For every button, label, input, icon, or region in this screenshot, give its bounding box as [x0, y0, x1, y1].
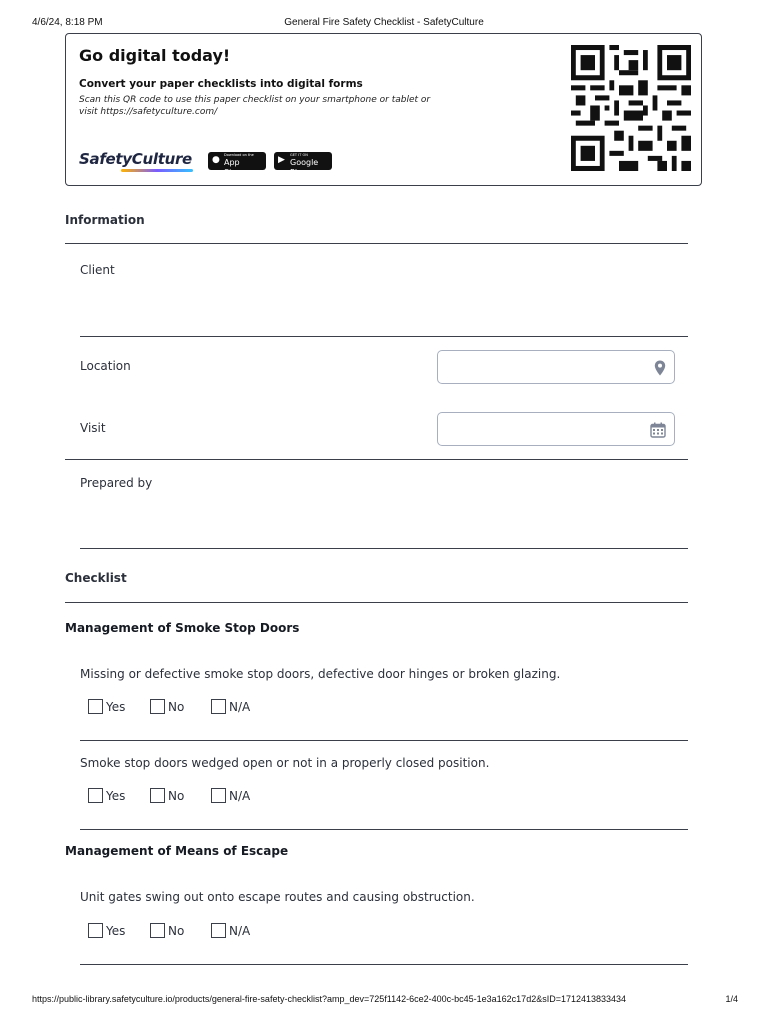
question-divider — [80, 829, 688, 830]
location-input[interactable] — [437, 350, 675, 384]
option-label: N/A — [229, 700, 251, 714]
print-document-title: General Fire Safety Checklist - SafetyCulture — [284, 17, 484, 28]
group-title-means-of-escape: Management of Means of Escape — [65, 844, 289, 858]
option-label: No — [168, 924, 185, 938]
option-label: N/A — [229, 789, 251, 803]
visit-divider — [65, 459, 688, 460]
google-play-big-text: Google Play — [290, 158, 319, 177]
print-footer — [0, 994, 768, 1008]
information-divider — [65, 243, 688, 244]
option-na[interactable] — [211, 788, 250, 803]
option-label: Yes — [106, 789, 126, 803]
option-yes[interactable] — [88, 923, 125, 938]
question-divider — [80, 964, 688, 965]
checkbox[interactable] — [88, 788, 103, 803]
information-heading: Information — [65, 213, 145, 227]
option-label: Yes — [106, 700, 126, 714]
option-label: No — [168, 789, 185, 803]
app-store-big-text: App Store — [224, 158, 246, 177]
logo-underline — [121, 169, 193, 172]
safetyculture-logo: SafetyCulture — [79, 150, 192, 168]
option-na[interactable] — [211, 923, 250, 938]
google-play-badge[interactable] — [274, 152, 332, 177]
print-header — [0, 17, 768, 31]
apple-icon: ● — [212, 155, 220, 165]
group-title-smoke-stop-doors: Management of Smoke Stop Doors — [65, 621, 300, 635]
question-missing-defective-doors: Missing or defective smoke stop doors, defective door hinges or broken glazing. — [80, 667, 561, 681]
prepared-by-label: Prepared by — [80, 476, 153, 490]
client-answer-line[interactable] — [80, 336, 688, 337]
checkbox[interactable] — [88, 923, 103, 938]
option-yes[interactable] — [88, 788, 125, 803]
checkbox[interactable] — [211, 699, 226, 714]
client-label: Client — [80, 263, 115, 277]
calendar-icon — [650, 422, 666, 438]
google-play-small-text: GET IT ON — [290, 153, 308, 157]
banner-description-line-2: visit https://safetyculture.com/ — [79, 107, 218, 117]
banner-subhead: Convert your paper checklists into digital forms — [79, 78, 363, 90]
checkbox[interactable] — [88, 699, 103, 714]
option-label: Yes — [106, 924, 126, 938]
app-store-badge[interactable] — [208, 152, 266, 177]
option-na[interactable] — [211, 699, 250, 714]
question-doors-wedged-open: Smoke stop doors wedged open or not in a properly closed position. — [80, 756, 490, 770]
google-play-icon: ▶ — [278, 155, 285, 165]
prepared-by-answer-line[interactable] — [80, 548, 688, 549]
app-store-small-text: Download on the — [224, 153, 254, 157]
option-label: N/A — [229, 924, 251, 938]
print-date: 4/6/24, 8:18 PM — [32, 17, 103, 28]
map-pin-icon — [654, 360, 666, 376]
checkbox[interactable] — [150, 699, 165, 714]
visit-date-input[interactable] — [437, 412, 675, 446]
print-url: https://public-library.safetyculture.io/products/general-fire-safety-checklist?amp_dev=725f1142-6ce2-400c-bc45-1e3a162c17d2&sID=1712413833434 — [32, 994, 627, 1004]
option-no[interactable] — [150, 699, 184, 714]
checkbox[interactable] — [150, 923, 165, 938]
banner-description — [79, 94, 439, 118]
checklist-heading: Checklist — [65, 571, 127, 585]
visit-label: Visit — [80, 421, 106, 435]
checkbox[interactable] — [150, 788, 165, 803]
option-yes[interactable] — [88, 699, 125, 714]
checkbox[interactable] — [211, 923, 226, 938]
location-label: Location — [80, 359, 131, 373]
page-number: 1/4 — [725, 994, 738, 1004]
banner-headline: Go digital today! — [79, 46, 231, 65]
qr-code-icon — [571, 45, 691, 171]
option-label: No — [168, 700, 185, 714]
checklist-divider — [65, 602, 688, 603]
question-divider — [80, 740, 688, 741]
option-no[interactable] — [150, 788, 184, 803]
banner-description-line-1: Scan this QR code to use this paper checklist on your smartphone or tablet or — [79, 95, 431, 105]
option-no[interactable] — [150, 923, 184, 938]
go-digital-banner — [65, 33, 702, 186]
question-unit-gates-obstruction: Unit gates swing out onto escape routes and causing obstruction. — [80, 890, 475, 904]
checkbox[interactable] — [211, 788, 226, 803]
